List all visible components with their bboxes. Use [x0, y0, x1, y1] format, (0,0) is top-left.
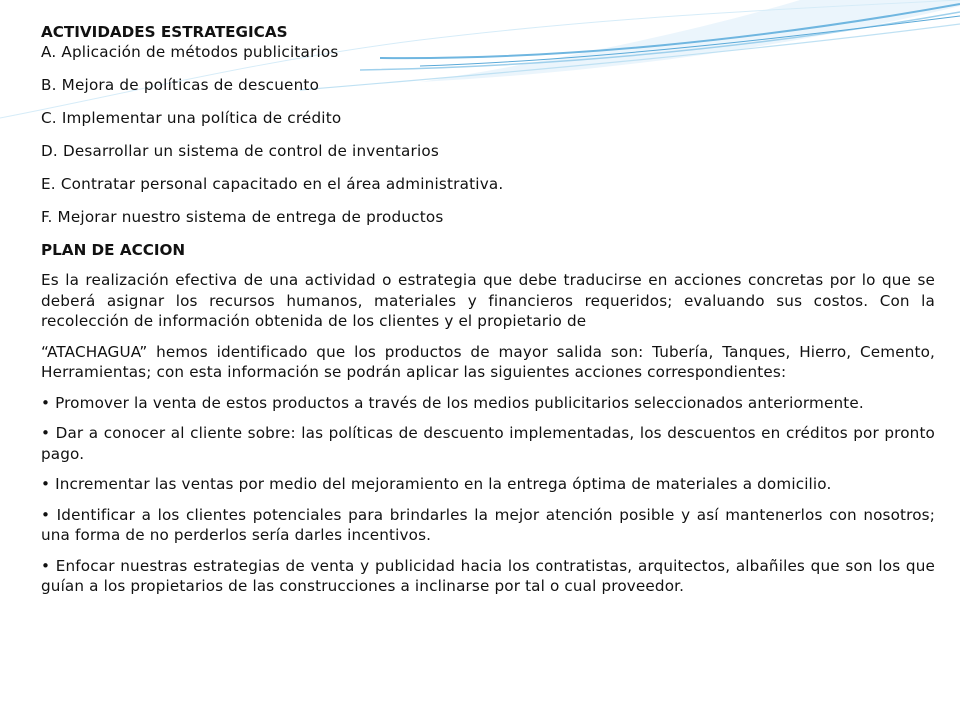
paragraph: Es la realización efectiva de una actividad o estrategia que debe traducirse en acciones concretas por lo que se deberá asignar los recursos humanos, materiales y financieros requeridos; evaluando sus costos. Con la recolección de información obtenida de los clientes y el propietario de [41, 271, 935, 330]
paragraph: “ATACHAGUA” hemos identificado que los productos de mayor salida son: Tubería, Tanques, Hierro, Cemento, Herramientas; con esta información se podrán aplicar las siguientes acciones correspondientes: [41, 342, 935, 381]
list-item: A. Aplicación de métodos publicitarios [41, 43, 339, 61]
section-title-plan: PLAN DE ACCION [41, 241, 186, 259]
list-item: B. Mejora de políticas de descuento [41, 76, 320, 94]
list-item: C. Implementar una política de crédito [41, 109, 342, 127]
bullet-paragraph: • Promover la venta de estos productos a través de los medios publicitarios seleccionados anteriormente. [41, 393, 864, 412]
section-title-actividades: ACTIVIDADES ESTRATEGICAS [41, 23, 288, 41]
list-item: E. Contratar personal capacitado en el área administrativa. [41, 175, 504, 193]
list-item: D. Desarrollar un sistema de control de inventarios [41, 142, 439, 160]
list-item: F. Mejorar nuestro sistema de entrega de productos [41, 208, 444, 226]
bullet-paragraph: • Enfocar nuestras estrategias de venta y publicidad hacia los contratistas, arquitectos, albañiles que son los que guían a los propietarios de las construcciones a inclinarse por tal o cual proveedor. [41, 556, 935, 595]
bullet-paragraph: • Incrementar las ventas por medio del mejoramiento en la entrega óptima de materiales a domicilio. [41, 475, 832, 493]
bullet-paragraph: • Dar a conocer al cliente sobre: las políticas de descuento implementadas, los descuentos en créditos por pronto pago. [41, 424, 935, 463]
bullet-paragraph: • Identificar a los clientes potenciales para brindarles la mejor atención posible y así mantenerlos con nosotros; una forma de no perderlos sería darles incentivos. [41, 505, 935, 544]
document-body [41, 22, 935, 607]
